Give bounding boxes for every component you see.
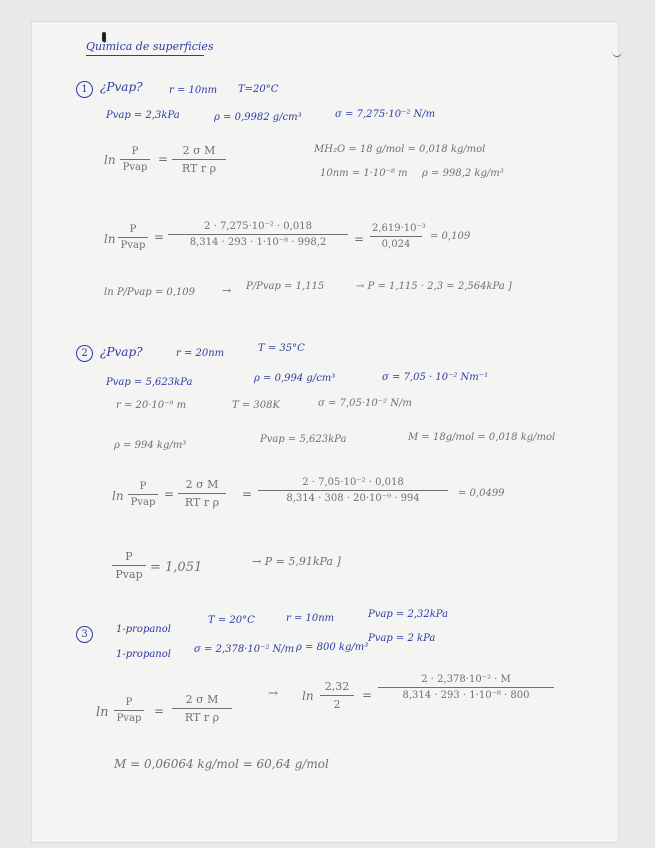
- p1-kelvin-lhs-num: P: [131, 146, 139, 157]
- page-corner-mark: [612, 50, 622, 57]
- fraction-bar: [128, 494, 158, 495]
- p3-temperature: T = 20°C: [208, 615, 255, 626]
- fraction-bar: [378, 687, 554, 688]
- p1-calc-lhs-num: P: [129, 224, 137, 235]
- p2-surface-tension: σ = 7,05 · 10⁻² Nm⁻¹: [382, 372, 489, 383]
- p2-radius-si: r = 20·10⁻⁹ m: [116, 400, 187, 411]
- p3-ln2-num: 2,32: [324, 680, 350, 693]
- p1-density: ρ = 0,9982 g/cm³: [214, 112, 302, 123]
- p1-kelvin-lhs-fraction: [120, 146, 150, 173]
- p1-calc-num: 2 · 7,275·10⁻² · 0,018: [204, 221, 312, 232]
- p1-calc-fraction: [168, 221, 348, 248]
- p3-calc-num: 2 · 2,378·10⁻² · M: [421, 674, 511, 685]
- fraction-bar: [370, 236, 422, 237]
- p3-ln2-fraction: [320, 680, 354, 711]
- p2-calc-result: = 0,0499: [458, 488, 505, 499]
- p1-calc-equals: =: [154, 230, 165, 244]
- fraction-bar: [114, 710, 144, 711]
- p1-calc-den-2: 0,024: [381, 239, 411, 250]
- p1-kelvin-rhs-fraction: [172, 144, 226, 175]
- p2-calc-equals: =: [242, 487, 253, 501]
- fraction-bar: [178, 493, 226, 494]
- p2-ratio-num: P: [125, 550, 133, 563]
- p1-arrow: →: [222, 284, 232, 297]
- fraction-bar: [258, 490, 448, 491]
- p2-calc-fraction: [258, 477, 448, 504]
- p2-lhs-den: Pvap: [130, 497, 156, 508]
- p2-surface-tension-si: σ = 7,05·10⁻² N/m: [318, 398, 412, 409]
- p3-rhs-den: RT r ρ: [184, 711, 220, 724]
- p2-ratio-den: Pvap: [115, 568, 143, 581]
- fraction-bar: [118, 237, 148, 238]
- p2-rhs-num: 2 σ M: [185, 478, 219, 491]
- p2-final: → P = 5,91kPa ]: [252, 555, 341, 568]
- p2-radius: r = 20nm: [176, 348, 225, 359]
- p1-calc-fraction-2: [370, 223, 426, 250]
- p1-kelvin-rhs-num: 2 σ M: [182, 144, 216, 157]
- p2-density-si: ρ = 994 kg/m³: [114, 440, 187, 451]
- p3-substance-1: 1-propanol: [116, 624, 171, 635]
- p2-calc-den: 8,314 · 308 · 20·10⁻⁹ · 994: [286, 493, 420, 504]
- fraction-bar: [168, 234, 348, 235]
- p2-temperature: T = 35°C: [258, 343, 305, 354]
- p3-equals: =: [154, 704, 165, 718]
- p1-result-ratio: P/Pvap = 1,115: [246, 281, 325, 292]
- p1-pvap: Pvap = 2,3kPa: [106, 110, 180, 121]
- p3-ln-2: ln: [302, 689, 314, 703]
- p3-rhs-num: 2 σ M: [185, 693, 219, 706]
- p1-temperature: T=20°C: [238, 84, 279, 95]
- p3-calc-fraction: [378, 674, 554, 701]
- p1-surface-tension: σ = 7,275·10⁻² N/m: [335, 109, 436, 120]
- p3-rhs-fraction: [172, 693, 232, 724]
- p3-ln2-den: 2: [333, 698, 341, 711]
- p3-ln: ln: [96, 705, 109, 720]
- p1-calc-result: = 0,109: [430, 231, 471, 242]
- problem-number-1: 1: [76, 81, 93, 98]
- p3-substance-2: 1-propanol: [116, 649, 171, 660]
- p3-radius: r = 10nm: [286, 613, 335, 624]
- p2-equals: =: [164, 487, 175, 501]
- p3-lhs-num: P: [125, 697, 133, 708]
- fraction-bar: [320, 695, 354, 696]
- p1-molar-mass: MH₂O = 18 g/mol = 0,018 kg/mol: [314, 144, 486, 155]
- p1-result-final: → P = 1,115 · 2,3 = 2,564kPa ]: [356, 281, 512, 292]
- p1-radius-conversion: 10nm = 1·10⁻⁸ m: [320, 168, 408, 179]
- fraction-bar: [112, 565, 146, 566]
- problem-number-3: 3: [76, 626, 93, 643]
- page-title: Química de superficies: [86, 40, 214, 53]
- title-underline: [86, 55, 204, 56]
- p1-calc-den: 8,314 · 293 · 1·10⁻⁸ · 998,2: [189, 237, 327, 248]
- p2-rhs-fraction: [178, 478, 226, 509]
- p1-question: ¿Pvap?: [100, 80, 143, 94]
- p3-molar-mass-result: M = 0,06064 kg/mol = 60,64 g/mol: [114, 757, 329, 771]
- p2-lhs-fraction: [128, 481, 158, 508]
- p1-radius: r = 10nm: [169, 85, 218, 96]
- p2-ratio-value: = 1,051: [150, 560, 203, 575]
- p1-kelvin-lhs-den: Pvap: [122, 162, 148, 173]
- fraction-bar: [172, 159, 226, 160]
- p1-result-ln: ln P/Pvap = 0,109: [104, 287, 196, 298]
- p2-rhs-den: RT r ρ: [184, 496, 220, 509]
- p2-calc-num: 2 · 7,05·10⁻² · 0,018: [302, 477, 404, 488]
- p3-surface-tension: σ = 2,378·10⁻² N/m: [194, 644, 295, 655]
- p2-pvap-repeat: Pvap = 5,623kPa: [260, 434, 347, 445]
- p2-question: ¿Pvap?: [100, 345, 143, 359]
- p1-kelvin-ln: ln: [104, 153, 116, 167]
- p3-pvap-1: Pvap = 2,32kPa: [368, 609, 449, 620]
- problem-number-2: 2: [76, 345, 93, 362]
- p3-pvap-2: Pvap = 2 kPa: [368, 633, 436, 644]
- p2-ln: ln: [112, 489, 124, 503]
- p3-arrow: →: [268, 686, 279, 700]
- p1-calc-equals-2: =: [354, 232, 365, 246]
- p1-calc-num-2: 2,619·10⁻³: [372, 223, 426, 234]
- p1-kelvin-rhs-den: RT r ρ: [181, 162, 217, 175]
- p1-calc-ln: ln: [104, 232, 116, 246]
- p1-calc-lhs-den: Pvap: [120, 240, 146, 251]
- p2-density: ρ = 0,994 g/cm³: [254, 373, 336, 384]
- handwritten-page: [32, 22, 618, 842]
- p1-density-si: ρ = 998,2 kg/m³: [422, 168, 504, 179]
- p1-calc-lhs-fraction: [118, 224, 148, 251]
- p2-ratio-fraction: [112, 550, 146, 581]
- p2-pvap: Pvap = 5,623kPa: [106, 377, 193, 388]
- p3-lhs-den: Pvap: [116, 713, 142, 724]
- p3-density: ρ = 800 kg/m³: [296, 642, 369, 653]
- p3-calc-den: 8,314 · 293 · 1·10⁻⁸ · 800: [402, 690, 530, 701]
- fraction-bar: [120, 159, 150, 160]
- p3-equals-2: =: [362, 688, 373, 702]
- fraction-bar: [172, 708, 232, 709]
- p3-lhs-fraction: [114, 697, 144, 724]
- p1-kelvin-equals: =: [158, 152, 169, 166]
- p2-molar-mass: M = 18g/mol = 0,018 kg/mol: [408, 432, 556, 443]
- p2-lhs-num: P: [139, 481, 147, 492]
- p2-temperature-si: T = 308K: [232, 400, 280, 411]
